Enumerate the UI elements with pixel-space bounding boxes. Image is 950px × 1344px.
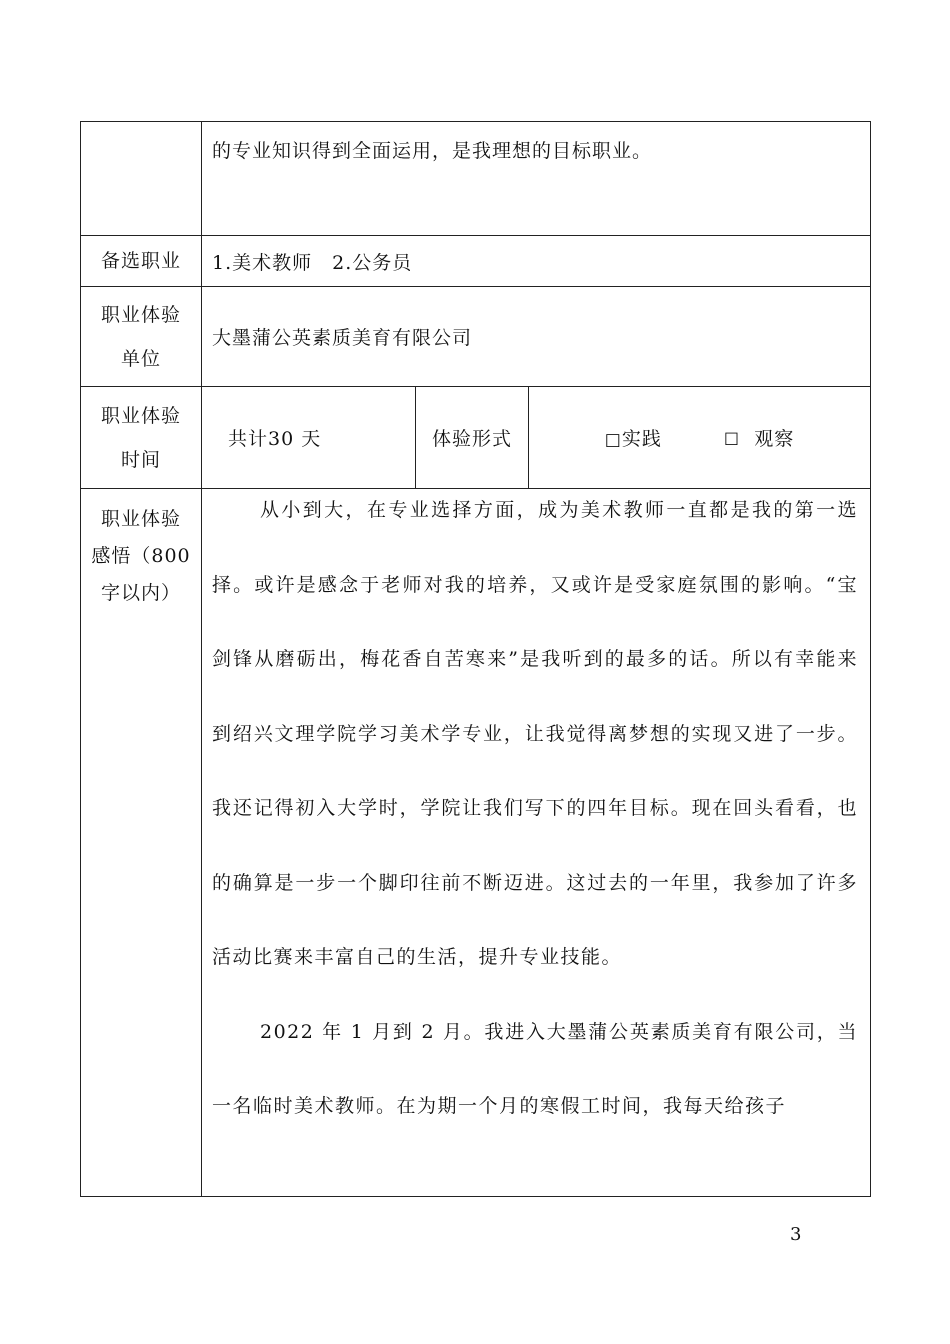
career-form-table [80, 121, 871, 1197]
experience-time-label [81, 387, 202, 489]
observe-checkbox[interactable] [724, 428, 794, 450]
experience-unit-row [81, 287, 871, 387]
reflection-paragraph-2: 2022 年 1 月到 2 月。我进入大墨蒲公英素质美育有限公司，当一名临时美术教师。在为期一个月的寒假工时间，我每天给孩子 [212, 1020, 859, 1117]
experience-unit-value: 大墨蒲公英素质美育有限公司 [202, 287, 871, 387]
reflection-label-line1: 职业体验 [100, 508, 181, 530]
reflection-label-line2: 感悟（800 [91, 545, 191, 567]
experience-unit-label [81, 287, 202, 387]
ideal-career-row [81, 122, 871, 236]
experience-form-label: 体验形式 [416, 387, 529, 489]
checkbox-icon: □ [604, 430, 622, 450]
page-number: 3 [790, 1224, 802, 1245]
reflection-row [81, 489, 871, 1197]
experience-unit-label-line2: 单位 [120, 347, 161, 370]
reflection-content [202, 489, 871, 1197]
practice-option-label: 实践 [621, 428, 662, 450]
reflection-label [81, 489, 202, 1197]
experience-time-value: 共计30 天 [202, 387, 416, 489]
practice-checkbox[interactable] [605, 428, 669, 450]
observe-option-label: 观察 [754, 428, 795, 450]
reflection-paragraph-1: 从小到大，在专业选择方面，成为美术教师一直都是我的第一选择。或许是感念于老师对我的培养，又或许是受家庭氛围的影响。“宝剑锋从磨砺出，梅花香自苦寒来”是我听到的最多的话。所以有幸能来到绍兴文理学院学习美术学专业，让我觉得离梦想的实现又进了一步。我还记得初入大学时，学院让我们写下的四年目标。现在回头看看，也的确算是一步一个脚印往前不断迈进。这过去的一年里，我参加了许多活动比赛来丰富自己的生活，提升专业技能。 [212, 499, 859, 968]
reflection-label-line3: 字以内） [100, 582, 181, 604]
ideal-career-text: 的专业知识得到全面运用，是我理想的目标职业。 [202, 122, 871, 236]
experience-time-label-line1: 职业体验 [100, 404, 181, 427]
experience-time-label-line2: 时间 [120, 448, 161, 471]
alternative-job-label: 备选职业 [81, 236, 202, 287]
ideal-career-label-cell [81, 122, 202, 236]
alternative-job-value: 1.美术教师 2.公务员 [202, 236, 871, 287]
experience-unit-label-line1: 职业体验 [100, 303, 181, 326]
alternative-job-row [81, 236, 871, 287]
checkbox-icon: ☐ [723, 430, 741, 450]
